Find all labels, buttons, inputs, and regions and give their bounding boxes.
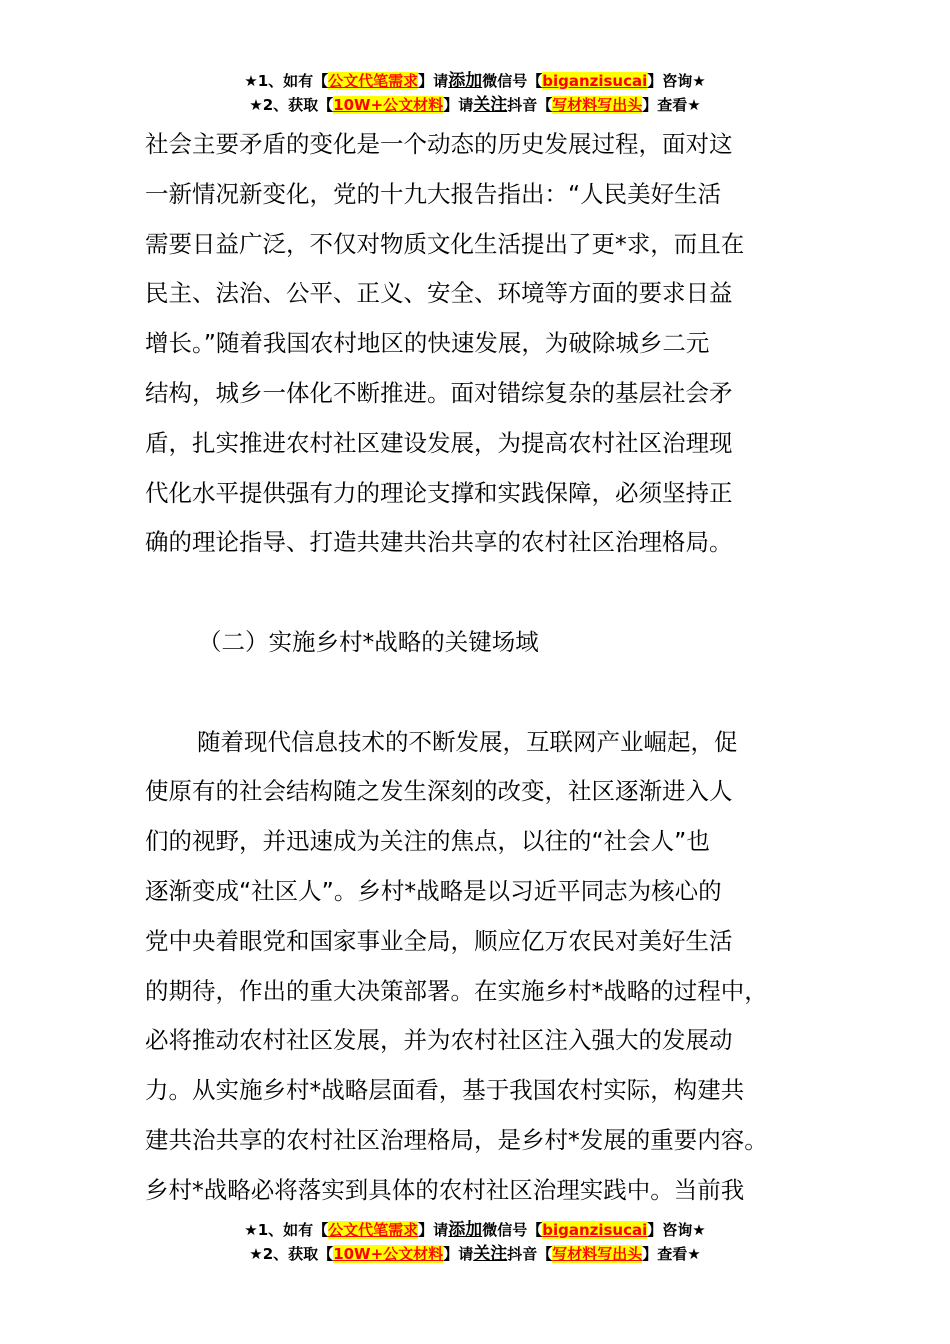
footer-banner bbox=[0, 1218, 950, 1266]
banner-highlight: 10W+公文材料 bbox=[333, 96, 444, 114]
paragraph-line: 盾，扎实推进农村社区建设发展，为提高农村社区治理现 bbox=[145, 428, 733, 457]
paragraph-line: 的期待，作出的重大决策部署。在实施乡村*战略的过程中， bbox=[145, 976, 768, 1005]
paragraph-line: 党中央着眼党和国家事业全局，顺应亿万农民对美好生活 bbox=[145, 926, 733, 955]
banner-emphasis: 添加 bbox=[448, 71, 483, 91]
paragraph-line: 社会主要矛盾的变化是一个动态的历史发展过程，面对这 bbox=[145, 130, 733, 158]
paragraph-line: 结构，城乡一体化不断推进。面对错综复杂的基层社会矛 bbox=[145, 378, 733, 407]
paragraph-line: 建共治共享的农村社区治理格局，是乡村*发展的重要内容。 bbox=[145, 1125, 768, 1154]
banner-line-1 bbox=[0, 1218, 950, 1242]
banner-highlight: 公文代笔需求 bbox=[328, 1221, 419, 1239]
paragraph-line: 随着现代信息技术的不断发展，互联网产业崛起，促 bbox=[197, 727, 738, 756]
section-heading: （二）实施乡村*战略的关键场域 bbox=[198, 627, 539, 656]
paragraph-line: 代化水平提供强有力的理论支撑和实践保障，必须坚持正 bbox=[145, 478, 733, 507]
banner-emphasis: 添加 bbox=[448, 1220, 483, 1240]
document-body bbox=[145, 120, 845, 1216]
paragraph-line: 民主、法治、公平、正义、安全、环境等方面的要求日益 bbox=[145, 279, 733, 308]
banner-line-2 bbox=[0, 1242, 950, 1266]
banner-text: ★1、如有【 bbox=[244, 72, 329, 90]
banner-text: 】请 bbox=[443, 1245, 474, 1263]
banner-text: ★1、如有【 bbox=[244, 1221, 329, 1239]
paragraph-line: 增长。”随着我国农村地区的快速发展，为破除城乡二元 bbox=[145, 329, 710, 358]
banner-text: 抖音【 bbox=[507, 1245, 553, 1263]
banner-text: 抖音【 bbox=[507, 96, 553, 114]
banner-line-2 bbox=[0, 93, 950, 117]
banner-text: 】咨询★ bbox=[647, 72, 706, 90]
banner-text: 微信号【 bbox=[482, 72, 543, 90]
banner-wechat-id: biganzisucai bbox=[542, 72, 648, 90]
paragraph-line: 需要日益广泛，不仅对物质文化生活提出了更*求，而且在 bbox=[145, 229, 745, 258]
banner-highlight: 写材料写出头 bbox=[552, 1245, 643, 1263]
paragraph-line: 们的视野，并迅速成为关注的焦点，以往的“社会人”也 bbox=[145, 827, 710, 856]
banner-wechat-id: biganzisucai bbox=[542, 1221, 648, 1239]
paragraph-line: 乡村*战略必将落实到具体的农村社区治理实践中。当前我 bbox=[145, 1175, 745, 1204]
paragraph-gap bbox=[145, 568, 845, 618]
banner-text: 】查看★ bbox=[642, 96, 701, 114]
paragraph-gap bbox=[145, 668, 845, 718]
header-banner bbox=[0, 69, 950, 117]
paragraph-line: 必将推动农村社区发展，并为农村社区注入强大的发展动 bbox=[145, 1026, 733, 1055]
banner-text: 】请 bbox=[418, 72, 449, 90]
paragraph-line: 力。从实施乡村*战略层面看，基于我国农村实际，构建共 bbox=[145, 1076, 745, 1105]
paragraph-line: 确的理论指导、打造共建共治共享的农村社区治理格局。 bbox=[145, 528, 733, 557]
banner-line-1 bbox=[0, 69, 950, 93]
banner-text: 】请 bbox=[443, 96, 474, 114]
paragraph-line: 逐渐变成“社区人”。乡村*战略是以习近平同志为核心的 bbox=[145, 876, 722, 905]
banner-text: 】咨询★ bbox=[647, 1221, 706, 1239]
banner-highlight: 写材料写出头 bbox=[552, 96, 643, 114]
banner-emphasis: 关注 bbox=[473, 95, 508, 115]
paragraph-line: 一新情况新变化，党的十九大报告指出：“人民美好生活 bbox=[145, 179, 722, 208]
paragraph-line: 使原有的社会结构随之发生深刻的改变，社区逐渐进入人 bbox=[145, 777, 733, 806]
banner-text: ★2、获取【 bbox=[249, 1245, 334, 1263]
banner-text: 】查看★ bbox=[642, 1245, 701, 1263]
banner-text: ★2、获取【 bbox=[249, 96, 334, 114]
banner-emphasis: 关注 bbox=[473, 1244, 508, 1264]
banner-text: 微信号【 bbox=[482, 1221, 543, 1239]
banner-text: 】请 bbox=[418, 1221, 449, 1239]
banner-highlight: 10W+公文材料 bbox=[333, 1245, 444, 1263]
banner-highlight: 公文代笔需求 bbox=[328, 72, 419, 90]
